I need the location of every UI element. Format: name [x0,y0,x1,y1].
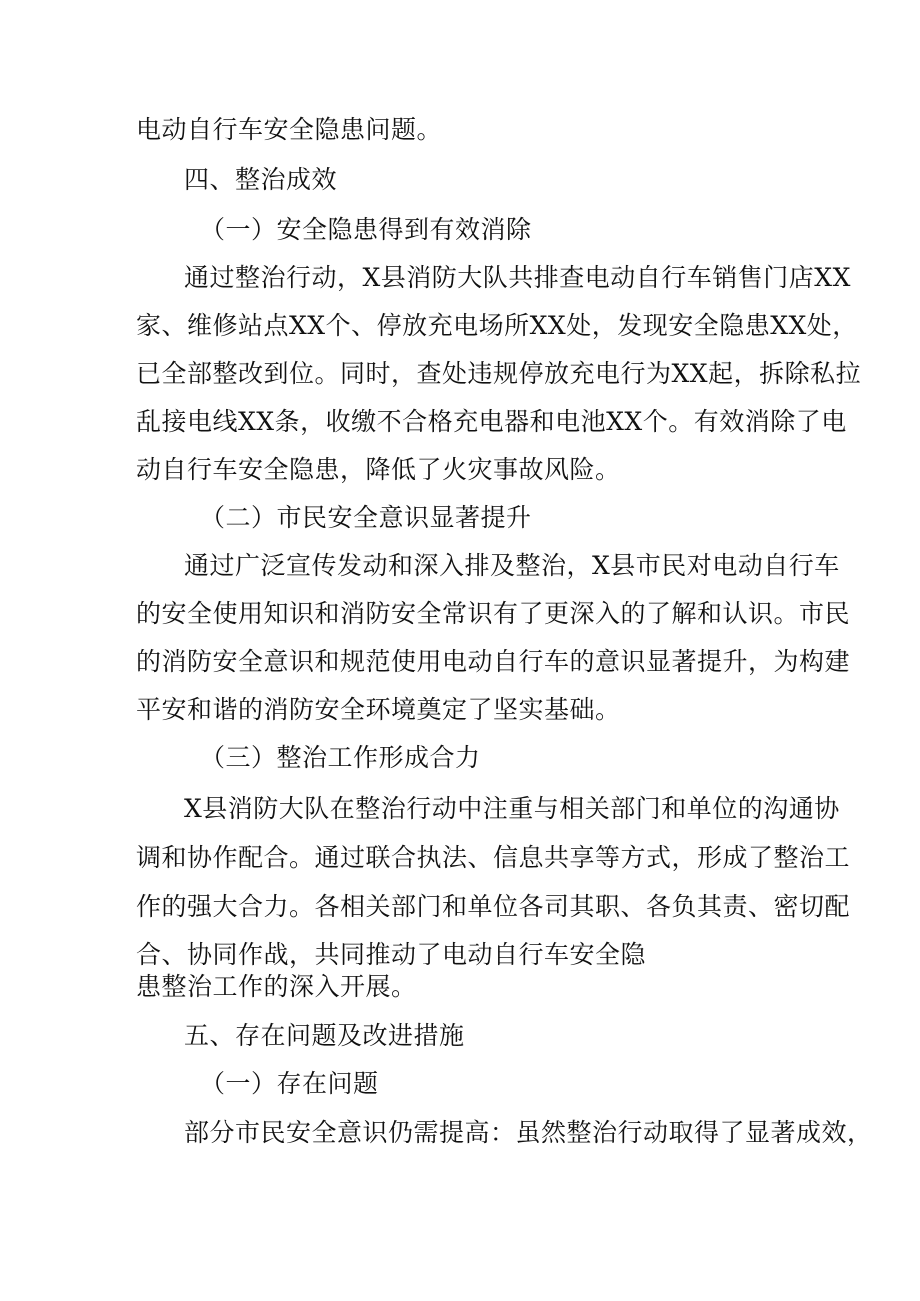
section-heading: 五、存在问题及改进措施 [184,1021,465,1050]
paragraph-line: 已全部整改到位。同时，查处违规停放充电行为XX起，拆除私拉 [136,359,862,388]
paragraph-line: 动自行车安全隐患，降低了火灾事故风险。 [136,455,621,484]
paragraph-line: 通过整治行动，X县消防大队共排查电动自行车销售门店XX [184,263,851,292]
paragraph-line: 调和协作配合。通过联合执法、信息共享等方式，形成了整治工 [136,843,851,872]
paragraph-line: 患整治工作的深入开展。 [136,972,417,1001]
paragraph-line: 电动自行车安全隐患问题。 [136,115,443,144]
subsection-heading: （二）市民安全意识显著提升 [200,503,532,532]
paragraph-line: 部分市民安全意识仍需提高：虽然整治行动取得了显著成效， [184,1118,873,1147]
paragraph-line: 作的强大合力。各相关部门和单位各司其职、各负其责、密切配 [136,892,851,921]
subsection-heading: （一）安全隐患得到有效消除 [200,215,532,244]
subsection-heading: （一）存在问题 [200,1069,379,1098]
paragraph-line: 家、维修站点XX个、停放充电场所XX处，发现安全隐患XX处， [136,311,858,340]
paragraph-line: 的安全使用知识和消防安全常识有了更深入的了解和认识。市民 [136,599,851,628]
paragraph-line: 平安和谐的消防安全环境奠定了坚实基础。 [136,695,621,724]
paragraph-line: 合、协同作战，共同推动了电动自行车安全隐 [136,940,647,969]
paragraph-line: 通过广泛宣传发动和深入排及整治，X县市民对电动自行车 [184,551,840,580]
section-heading: 四、整治成效 [184,165,338,194]
paragraph-line: X县消防大队在整治行动中注重与相关部门和单位的沟通协 [184,794,840,823]
paragraph-line: 乱接电线XX条，收缴不合格充电器和电池XX个。有效消除了电 [136,407,847,436]
paragraph-line: 的消防安全意识和规范使用电动自行车的意识显著提升，为构建 [136,647,851,676]
subsection-heading: （三）整治工作形成合力 [200,743,481,772]
